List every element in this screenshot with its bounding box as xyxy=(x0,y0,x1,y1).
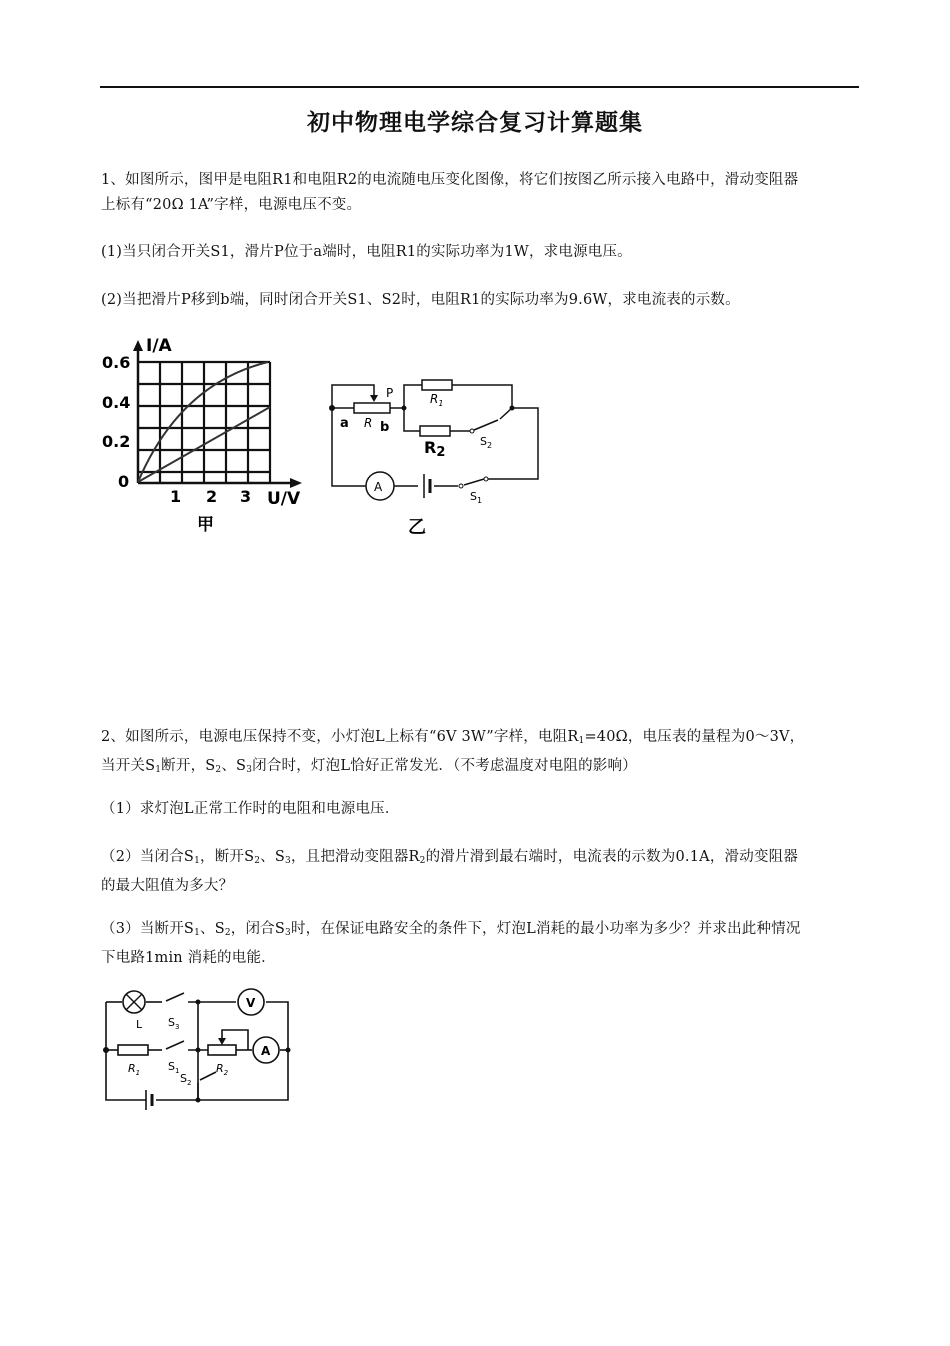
q2-ammeter-label: A xyxy=(261,1044,271,1058)
y-axis-arrow xyxy=(133,340,143,351)
wire-slider xyxy=(222,1030,248,1050)
switch-s2-blade xyxy=(200,1072,216,1080)
x-tick-2: 2 xyxy=(206,487,218,506)
wire-r1-right xyxy=(452,385,512,408)
q1-circuit-figure xyxy=(320,375,550,540)
q1-stem-line1: 1、如图所示，图甲是电阻R1和电阻R2的电流随电压变化图像，将它们按图乙所示接入电路中，滑动变阻器 xyxy=(101,172,799,188)
q2-circuit-figure xyxy=(100,988,295,1108)
q1-part2: (2)当把滑片P移到b端，同时闭合开关S1、S2时，电阻R1的实际功率为9.6W，求电流表的示数。 xyxy=(101,292,740,308)
x-tick-3: 3 xyxy=(240,487,252,506)
q2-node-left xyxy=(103,1047,109,1053)
graph-grid xyxy=(138,362,270,482)
q2-node-bottom xyxy=(196,1098,201,1103)
q2-r2-body xyxy=(208,1045,236,1055)
q1-graph-figure xyxy=(100,335,315,540)
q2-label-s1: $S_1$ xyxy=(168,1060,180,1075)
q2-label-r1: $R_1$ xyxy=(128,1062,141,1077)
q1-part1: (1)当只闭合开关S1，滑片P位于a端时，电阻R1的实际功率为1W，求电源电压。 xyxy=(101,244,632,260)
label-a: a xyxy=(340,416,349,431)
r1-body xyxy=(422,380,452,390)
q1-stem xyxy=(101,168,861,218)
label-P: P xyxy=(386,386,394,400)
q2-stem-line2: 当开关$S_1$断开，$S_2$、$S_3$闭合时，灯泡L恰好正常发光．（不考虑温度对电阻的影响） xyxy=(101,758,637,775)
q2-r1-body xyxy=(118,1045,148,1055)
q2-node-right xyxy=(286,1048,291,1053)
wire-lower-branch xyxy=(404,408,420,431)
switch-s1-contact-left xyxy=(459,484,463,488)
voltmeter-label: V xyxy=(246,996,256,1010)
slider-arrow xyxy=(370,395,378,402)
y-tick-0: 0 xyxy=(118,472,130,491)
page-title: 初中物理电学综合复习计算题集 xyxy=(307,110,643,136)
q2-part3 xyxy=(101,917,861,971)
label-R: R xyxy=(364,416,373,430)
y-tick-0.6: 0.6 xyxy=(102,353,131,372)
q2-slider-arrow xyxy=(218,1038,226,1045)
q2-label-s3: $S_3$ xyxy=(168,1016,180,1031)
q2-node-mid xyxy=(196,1048,201,1053)
x-axis-label: U/V xyxy=(267,489,301,509)
ammeter-label: A xyxy=(374,480,383,494)
slider-wire xyxy=(332,385,374,408)
q2-part2-line2: 的最大阻值为多大？ xyxy=(101,878,234,894)
q2-label-s2: $S_2$ xyxy=(180,1072,192,1087)
q2-stem-line1: 2、如图所示，电源电压保持不变，小灯泡L上标有“6V 3W”字样，电阻$R_1=40\Omega$，电压表的量程为0～3V， xyxy=(101,729,805,746)
wire-s1-right xyxy=(488,408,538,479)
switch-s1-blade xyxy=(166,1041,184,1049)
x-tick-1: 1 xyxy=(170,487,182,506)
q2-part1: （1）求灯泡L正常工作时的电阻和电源电压． xyxy=(101,801,400,817)
x-axis-arrow xyxy=(290,478,302,488)
label-s2: $S_2$ xyxy=(480,435,493,450)
y-tick-0.4: 0.4 xyxy=(102,393,131,412)
y-axis-label: I/A xyxy=(146,336,172,356)
circuit-caption: 乙 xyxy=(408,517,426,538)
r2-body xyxy=(420,426,450,436)
switch-s2-blade xyxy=(474,420,498,430)
switch-s3-blade xyxy=(166,993,184,1001)
q2-label-L: L xyxy=(136,1018,143,1031)
q2-node-top xyxy=(196,1000,201,1005)
node-right xyxy=(510,406,515,411)
graph-caption: 甲 xyxy=(197,515,214,535)
label-s1: $S_1$ xyxy=(470,490,483,505)
q2-part3-line2: 下电路1min 消耗的电能． xyxy=(101,950,276,966)
q2-part3-line1: （3）当断开$S_1$、$S_2$，闭合$S_3$时，在保证电路安全的条件下，灯泡L消耗的最小功率为多少？并求出此种情况 xyxy=(101,921,801,938)
label-r2: R2 xyxy=(424,438,446,460)
label-r1: $R_1$ xyxy=(430,392,444,408)
q2-part2-line1: （2）当闭合$S_1$，断开$S_2$、$S_3$，且把滑动变阻器$R_2$的滑片滑到最右端时，电流表的示数为0.1A，滑动变阻器 xyxy=(101,849,799,866)
switch-s2-contact xyxy=(470,429,474,433)
q1-stem-line2: 上标有“20Ω 1A”字样，电源电压不变。 xyxy=(101,197,362,213)
rheostat-body xyxy=(354,403,390,413)
label-b: b xyxy=(380,420,390,435)
q2-stem xyxy=(101,725,861,783)
node-left xyxy=(329,405,335,411)
wire-left-bottom xyxy=(332,408,366,486)
node-branch xyxy=(402,406,407,411)
switch-s1-contact-right xyxy=(484,477,488,481)
switch-s1-blade xyxy=(464,479,484,485)
wire-top-branch xyxy=(404,385,422,408)
q2-part2 xyxy=(101,845,861,899)
y-tick-0.2: 0.2 xyxy=(102,432,131,451)
header-rule xyxy=(100,86,859,88)
wire-outer-left xyxy=(106,1002,146,1100)
q2-label-r2: $R_2$ xyxy=(216,1062,229,1077)
